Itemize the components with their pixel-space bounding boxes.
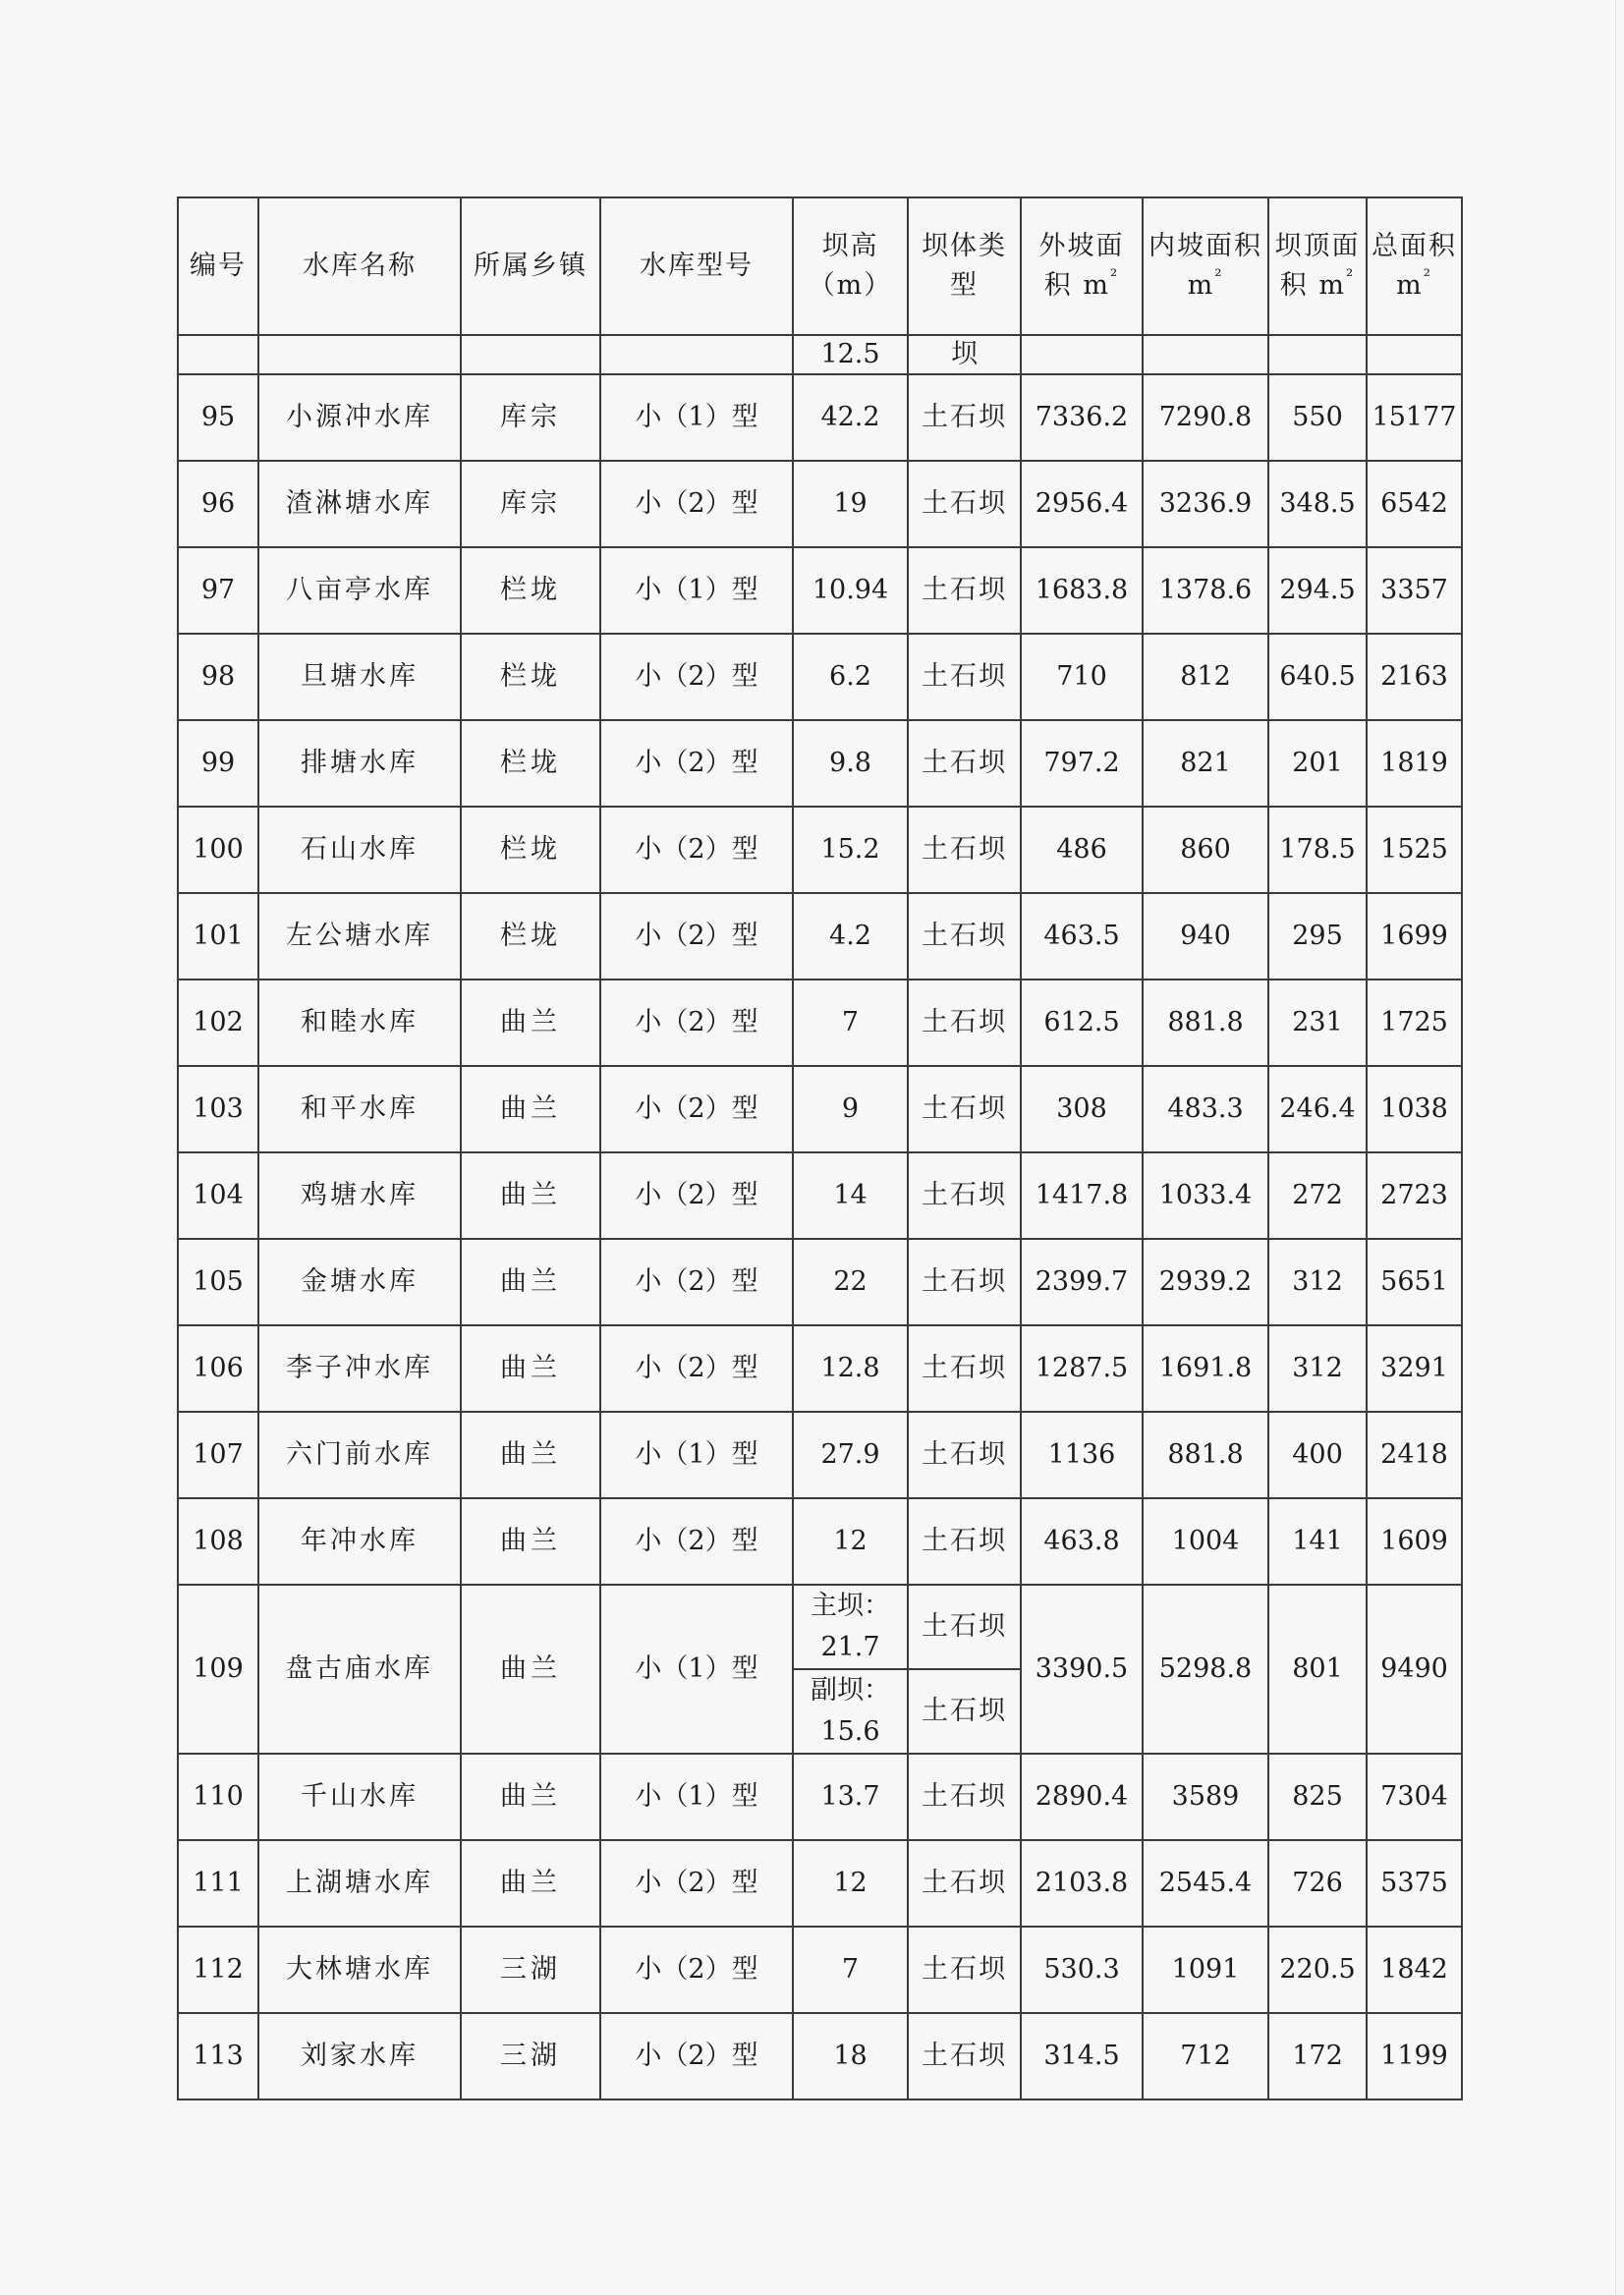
cell-top: 312: [1268, 1239, 1367, 1325]
cell-no: 106: [178, 1325, 258, 1412]
cell-type: 小（2）型: [600, 1840, 793, 1927]
cell-inner: 1033.4: [1143, 1152, 1268, 1239]
cell-dam: 土石坝: [908, 374, 1021, 461]
table-row: [178, 1840, 1462, 1927]
cell-dam: 土石坝: [908, 634, 1021, 720]
cell-outer: 612.5: [1021, 980, 1143, 1066]
header-no: 编号: [178, 197, 258, 335]
cell-type: 小（2）型: [600, 720, 793, 807]
cell-dam: 土石坝: [908, 720, 1021, 807]
cell-top: 801: [1268, 1585, 1367, 1754]
table-row: [178, 1498, 1462, 1585]
cell-height: 7: [793, 980, 908, 1066]
cell-type: 小（1）型: [600, 374, 793, 461]
cell-height: 22: [793, 1239, 908, 1325]
cell-type: 小（2）型: [600, 1066, 793, 1152]
table-row: [178, 374, 1462, 461]
cell-type: 小（2）型: [600, 2013, 793, 2099]
cell-town: 库宗: [461, 374, 600, 461]
cell-top: 312: [1268, 1325, 1367, 1412]
cell-height: 42.2: [793, 374, 908, 461]
cell-name: 千山水库: [258, 1754, 461, 1840]
table-row: [178, 980, 1462, 1066]
cell-no: 108: [178, 1498, 258, 1585]
cell-name: 盘古庙水库: [258, 1585, 461, 1754]
cell-outer: 486: [1021, 807, 1143, 893]
cell-total: 2418: [1367, 1412, 1462, 1498]
table-row: [178, 1927, 1462, 2013]
cell-no: 111: [178, 1840, 258, 1927]
cell-inner: 3589: [1143, 1754, 1268, 1840]
cell-town: 栏垅: [461, 893, 600, 980]
cell-town: 曲兰: [461, 1754, 600, 1840]
header-name: 水库名称: [258, 197, 461, 335]
cell-height: 7: [793, 1927, 908, 2013]
cell-inner: 483.3: [1143, 1066, 1268, 1152]
cell-town: 栏垅: [461, 720, 600, 807]
cell-outer: 7336.2: [1021, 374, 1143, 461]
cell-dam: 土石坝: [908, 547, 1021, 634]
cell-no: 105: [178, 1239, 258, 1325]
cell-dam: 土石坝: [908, 1325, 1021, 1412]
cell-total: 5651: [1367, 1239, 1462, 1325]
cell-height: 10.94: [793, 547, 908, 634]
cell-town: 库宗: [461, 461, 600, 547]
table-row: [178, 1152, 1462, 1239]
cell-total: 9490: [1367, 1585, 1462, 1754]
cell-type: 小（2）型: [600, 893, 793, 980]
cell-total: 3357: [1367, 547, 1462, 634]
cell-name: 六门前水库: [258, 1412, 461, 1498]
cell-dam: 坝: [908, 335, 1021, 374]
table-row: [178, 461, 1462, 547]
cell-name: 李子冲水库: [258, 1325, 461, 1412]
cell-no: 104: [178, 1152, 258, 1239]
cell-name: 石山水库: [258, 807, 461, 893]
cell-total: 6542: [1367, 461, 1462, 547]
cell-dam: 土石坝: [908, 893, 1021, 980]
cell-town: 曲兰: [461, 1239, 600, 1325]
table-row: [178, 547, 1462, 634]
cell-height: 9.8: [793, 720, 908, 807]
cell-height: 19: [793, 461, 908, 547]
cell-top: 825: [1268, 1754, 1367, 1840]
cell-inner: 881.8: [1143, 1412, 1268, 1498]
cell-type: 小（1）型: [600, 1585, 793, 1754]
cell-total: 1699: [1367, 893, 1462, 980]
cell-height-sub: 副坝：15.6: [793, 1669, 908, 1754]
table-row: [178, 1412, 1462, 1498]
cell-top: 400: [1268, 1412, 1367, 1498]
cell-dam-sub: 土石坝: [908, 1669, 1021, 1754]
table-row: [178, 1754, 1462, 1840]
header-inner: 内坡面积 $m^{^2}$: [1143, 197, 1268, 335]
page-edge: [1615, 0, 1616, 2295]
cell-top: 141: [1268, 1498, 1367, 1585]
cell-no: 96: [178, 461, 258, 547]
table-row: [178, 1066, 1462, 1152]
cell-outer: 308: [1021, 1066, 1143, 1152]
cell-type: 小（1）型: [600, 547, 793, 634]
header-row: [178, 197, 1462, 335]
header-dam: 坝体类型: [908, 197, 1021, 335]
cell-dam: 土石坝: [908, 1754, 1021, 1840]
cell-town: 曲兰: [461, 980, 600, 1066]
cell-name: 大林塘水库: [258, 1927, 461, 2013]
cell-outer: 463.8: [1021, 1498, 1143, 1585]
cell-outer: 314.5: [1021, 2013, 1143, 2099]
cell-inner: 1378.6: [1143, 547, 1268, 634]
cell-outer: 2399.7: [1021, 1239, 1143, 1325]
cell-outer: 1287.5: [1021, 1325, 1143, 1412]
cell-top: 348.5: [1268, 461, 1367, 547]
cell-total: 1038: [1367, 1066, 1462, 1152]
cell-town: 栏垅: [461, 634, 600, 720]
cell-type: 小（1）型: [600, 1754, 793, 1840]
cell-height: 12.8: [793, 1325, 908, 1412]
cell-total: 3291: [1367, 1325, 1462, 1412]
cell-top: 272: [1268, 1152, 1367, 1239]
cell-total: 1609: [1367, 1498, 1462, 1585]
cell-dam: 土石坝: [908, 1927, 1021, 2013]
cell-inner: 860: [1143, 807, 1268, 893]
cell-total: 1199: [1367, 2013, 1462, 2099]
cell-inner: 2545.4: [1143, 1840, 1268, 1927]
cell-height: 12: [793, 1498, 908, 1585]
cell-inner: 812: [1143, 634, 1268, 720]
cell-name: 排塘水库: [258, 720, 461, 807]
cell-name: 八亩亭水库: [258, 547, 461, 634]
cell-height: 6.2: [793, 634, 908, 720]
cell-total: 1725: [1367, 980, 1462, 1066]
cell-height: 18: [793, 2013, 908, 2099]
cell-name: 渣淋塘水库: [258, 461, 461, 547]
cell-dam: 土石坝: [908, 1412, 1021, 1498]
cell-top: 294.5: [1268, 547, 1367, 634]
cell-inner: 940: [1143, 893, 1268, 980]
cell-outer: 710: [1021, 634, 1143, 720]
table-row: [178, 807, 1462, 893]
cell-town: 曲兰: [461, 1585, 600, 1754]
table-row: [178, 2013, 1462, 2099]
header-top: 坝顶面积 $m^{^2}$: [1268, 197, 1367, 335]
cell-outer: 463.5: [1021, 893, 1143, 980]
cell-top: 220.5: [1268, 1927, 1367, 2013]
cell-outer: 1683.8: [1021, 547, 1143, 634]
cell-total: 1525: [1367, 807, 1462, 893]
cell-no: 102: [178, 980, 258, 1066]
cell-town: 三湖: [461, 1927, 600, 2013]
cell-inner: 821: [1143, 720, 1268, 807]
table-row: [178, 1325, 1462, 1412]
cell-type: 小（2）型: [600, 1325, 793, 1412]
cell-inner: 3236.9: [1143, 461, 1268, 547]
cell-town: 曲兰: [461, 1325, 600, 1412]
cell-name: 金塘水库: [258, 1239, 461, 1325]
cell-top: 231: [1268, 980, 1367, 1066]
cell-no: 97: [178, 547, 258, 634]
cell-inner: 5298.8: [1143, 1585, 1268, 1754]
cell-type: 小（2）型: [600, 634, 793, 720]
cell-no: 100: [178, 807, 258, 893]
cell-no: 95: [178, 374, 258, 461]
cell-outer: 2890.4: [1021, 1754, 1143, 1840]
cell-name: 旦塘水库: [258, 634, 461, 720]
cell-town: 曲兰: [461, 1498, 600, 1585]
cell-top: 172: [1268, 2013, 1367, 2099]
cell-name: 上湖塘水库: [258, 1840, 461, 1927]
cell-name: 刘家水库: [258, 2013, 461, 2099]
cell-type: 小（2）型: [600, 1239, 793, 1325]
cell-inner: 7290.8: [1143, 374, 1268, 461]
cell-dam: 土石坝: [908, 2013, 1021, 2099]
cell-outer: 797.2: [1021, 720, 1143, 807]
cell-town: 曲兰: [461, 1066, 600, 1152]
cell-type: 小（2）型: [600, 980, 793, 1066]
cell-no: 113: [178, 2013, 258, 2099]
cell-type: 小（2）型: [600, 1498, 793, 1585]
cell-no: 103: [178, 1066, 258, 1152]
header-town: 所属乡镇: [461, 197, 600, 335]
cell-inner: 1004: [1143, 1498, 1268, 1585]
cell-inner: 1091: [1143, 1927, 1268, 2013]
cell-height: 4.2: [793, 893, 908, 980]
cell-height: 14: [793, 1152, 908, 1239]
cell-top: 295: [1268, 893, 1367, 980]
cell-outer: 2103.8: [1021, 1840, 1143, 1927]
cell-outer: 3390.5: [1021, 1585, 1143, 1754]
cell-outer: 530.3: [1021, 1927, 1143, 2013]
cell-dam: 土石坝: [908, 807, 1021, 893]
cell-height-main: 主坝：21.7: [793, 1585, 908, 1669]
header-total: 总面积 $m^{^2}$: [1367, 197, 1462, 335]
cell-inner: 712: [1143, 2013, 1268, 2099]
cell-name: 左公塘水库: [258, 893, 461, 980]
cell-total: 1819: [1367, 720, 1462, 807]
cell-type: 小（1）型: [600, 1412, 793, 1498]
cell-name: 年冲水库: [258, 1498, 461, 1585]
cell-no: 112: [178, 1927, 258, 2013]
cell-height: 15.2: [793, 807, 908, 893]
cell-dam: 土石坝: [908, 461, 1021, 547]
cell-top: 246.4: [1268, 1066, 1367, 1152]
cell-total: 2723: [1367, 1152, 1462, 1239]
cell-dam: 土石坝: [908, 1066, 1021, 1152]
cell-no: 110: [178, 1754, 258, 1840]
cell-height: 27.9: [793, 1412, 908, 1498]
cell-town: 三湖: [461, 2013, 600, 2099]
cell-no: 99: [178, 720, 258, 807]
cell-town: 曲兰: [461, 1840, 600, 1927]
reservoir-table: [177, 196, 1463, 2100]
cell-height: 13.7: [793, 1754, 908, 1840]
cell-type: 小（2）型: [600, 1927, 793, 2013]
cell-total: 7304: [1367, 1754, 1462, 1840]
cell-no: 107: [178, 1412, 258, 1498]
header-height: 坝高（m）: [793, 197, 908, 335]
table-row: [178, 893, 1462, 980]
cell-type: 小（2）型: [600, 1152, 793, 1239]
cell-town: 栏垅: [461, 807, 600, 893]
cell-top: 178.5: [1268, 807, 1367, 893]
cell-type: 小（2）型: [600, 461, 793, 547]
cell-height: 12.5: [793, 335, 908, 374]
cell-inner: 2939.2: [1143, 1239, 1268, 1325]
cell-inner: 881.8: [1143, 980, 1268, 1066]
cell-inner: 1691.8: [1143, 1325, 1268, 1412]
table-row: [178, 1239, 1462, 1325]
cell-dam: 土石坝: [908, 1840, 1021, 1927]
table-row: [178, 634, 1462, 720]
cell-top: 550: [1268, 374, 1367, 461]
cell-top: 640.5: [1268, 634, 1367, 720]
cell-name: 和平水库: [258, 1066, 461, 1152]
cell-total: 15177: [1367, 374, 1462, 461]
cell-top: 201: [1268, 720, 1367, 807]
table-row: [178, 720, 1462, 807]
cell-outer: 1417.8: [1021, 1152, 1143, 1239]
cell-dam: 土石坝: [908, 1498, 1021, 1585]
cell-type: 小（2）型: [600, 807, 793, 893]
cell-dam: 土石坝: [908, 1152, 1021, 1239]
cell-dam-main: 土石坝: [908, 1585, 1021, 1669]
cell-total: 2163: [1367, 634, 1462, 720]
cell-town: 曲兰: [461, 1412, 600, 1498]
cell-town: 曲兰: [461, 1152, 600, 1239]
cell-town: 栏垅: [461, 547, 600, 634]
cell-total: 1842: [1367, 1927, 1462, 2013]
cell-height: 9: [793, 1066, 908, 1152]
cell-no: 109: [178, 1585, 258, 1754]
cell-name: 小源冲水库: [258, 374, 461, 461]
cell-outer: 2956.4: [1021, 461, 1143, 547]
cell-no: 98: [178, 634, 258, 720]
header-outer: 外坡面积 $m^{^2}$: [1021, 197, 1143, 335]
cell-outer: 1136: [1021, 1412, 1143, 1498]
cell-total: 5375: [1367, 1840, 1462, 1927]
cell-name: 和睦水库: [258, 980, 461, 1066]
cell-height: 12: [793, 1840, 908, 1927]
cell-dam: 土石坝: [908, 1239, 1021, 1325]
header-type: 水库型号: [600, 197, 793, 335]
continuation-row: [178, 335, 1462, 374]
cell-no: 101: [178, 893, 258, 980]
cell-dam: 土石坝: [908, 980, 1021, 1066]
table-row: [178, 1585, 1462, 1669]
cell-top: 726: [1268, 1840, 1367, 1927]
cell-name: 鸡塘水库: [258, 1152, 461, 1239]
